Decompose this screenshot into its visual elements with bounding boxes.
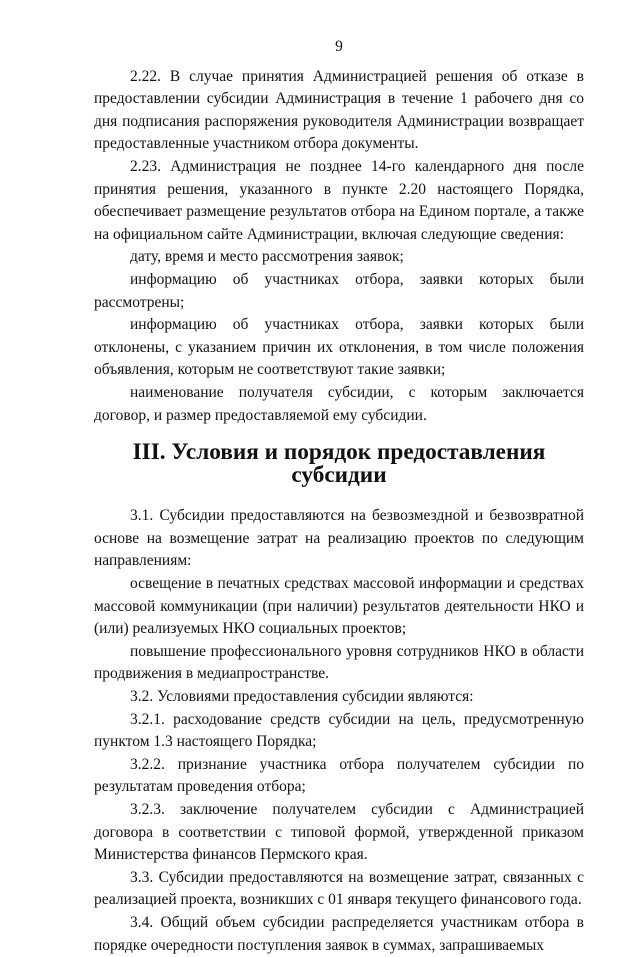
paragraph-3-2-1: 3.2.1. расходование средств субсидии на цель, предусмотренную пунктом 1.3 настоящего Порядка; bbox=[94, 710, 584, 751]
document-page bbox=[94, 36, 584, 957]
paragraph-3-2-2: 3.2.2. признание участника отбора получателем субсидии по результатам проведения отбора; bbox=[94, 755, 584, 796]
paragraph-3-2-3: 3.2.3. заключение получателем субсидии с Администрацией договора в соответствии с типовой формой, утвержденной приказом Министерства финансов Пермского края. bbox=[94, 801, 584, 864]
list-item-recipient-name: наименование получателя субсидии, с которым заключается договор, и размер предоставляемой ему субсидии. bbox=[94, 383, 584, 424]
paragraph-2-23: 2.23. Администрация не позднее 14-го календарного дня после принятия решения, указанного в пункте 2.20 настоящего Порядка, обеспечивает размещение результатов отбора на Едином портале, а также на официальном сайте Администрации, включая следующие сведения: bbox=[94, 157, 584, 243]
paragraph-3-1: 3.1. Субсидии предоставляются на безвозмездной и безвозвратной основе на возмещение затрат на реализацию проектов по следующим направлениям: bbox=[94, 507, 584, 570]
page-number: 9 bbox=[335, 38, 343, 55]
paragraph-3-4: 3.4. Общий объем субсидии распределяется участникам отбора в порядке очередности поступления заявок в суммах, запрашиваемых bbox=[94, 913, 584, 954]
paragraph-2-22: 2.22. В случае принятия Администрацией решения об отказе в предоставлении субсидии Администрация в течение 1 рабочего дня со дня подписания распоряжения руководителя Администрации возвращает предоставленные участником отбора документы. bbox=[94, 67, 584, 153]
list-item-media-coverage: освещение в печатных средствах массовой информации и средствах массовой коммуникации (при наличии) результатов деятельности НКО и (или) реализуемых НКО социальных проектов; bbox=[94, 575, 584, 638]
paragraph-3-3: 3.3. Субсидии предоставляются на возмещение затрат, связанных с реализацией проекта, возникших с 01 января текущего финансового года. bbox=[94, 868, 584, 909]
list-item-rejected-participants: информацию об участниках отбора, заявки которых были отклонены, с указанием причин их отклонения, в том числе положения объявления, которым не соответствуют такие заявки; bbox=[94, 316, 584, 379]
list-item-professional-level: повышение профессионального уровня сотрудников НКО в области продвижения в медиапространстве. bbox=[94, 642, 584, 683]
list-item-reviewed-participants: информацию об участниках отбора, заявки которых были рассмотрены; bbox=[94, 270, 584, 311]
paragraph-3-2: 3.2. Условиями предоставления субсидии являются: bbox=[130, 688, 474, 706]
list-item-review-date: дату, время и место рассмотрения заявок; bbox=[130, 248, 404, 266]
section-heading: III. Условия и порядок предоставления субсидии bbox=[132, 439, 546, 488]
